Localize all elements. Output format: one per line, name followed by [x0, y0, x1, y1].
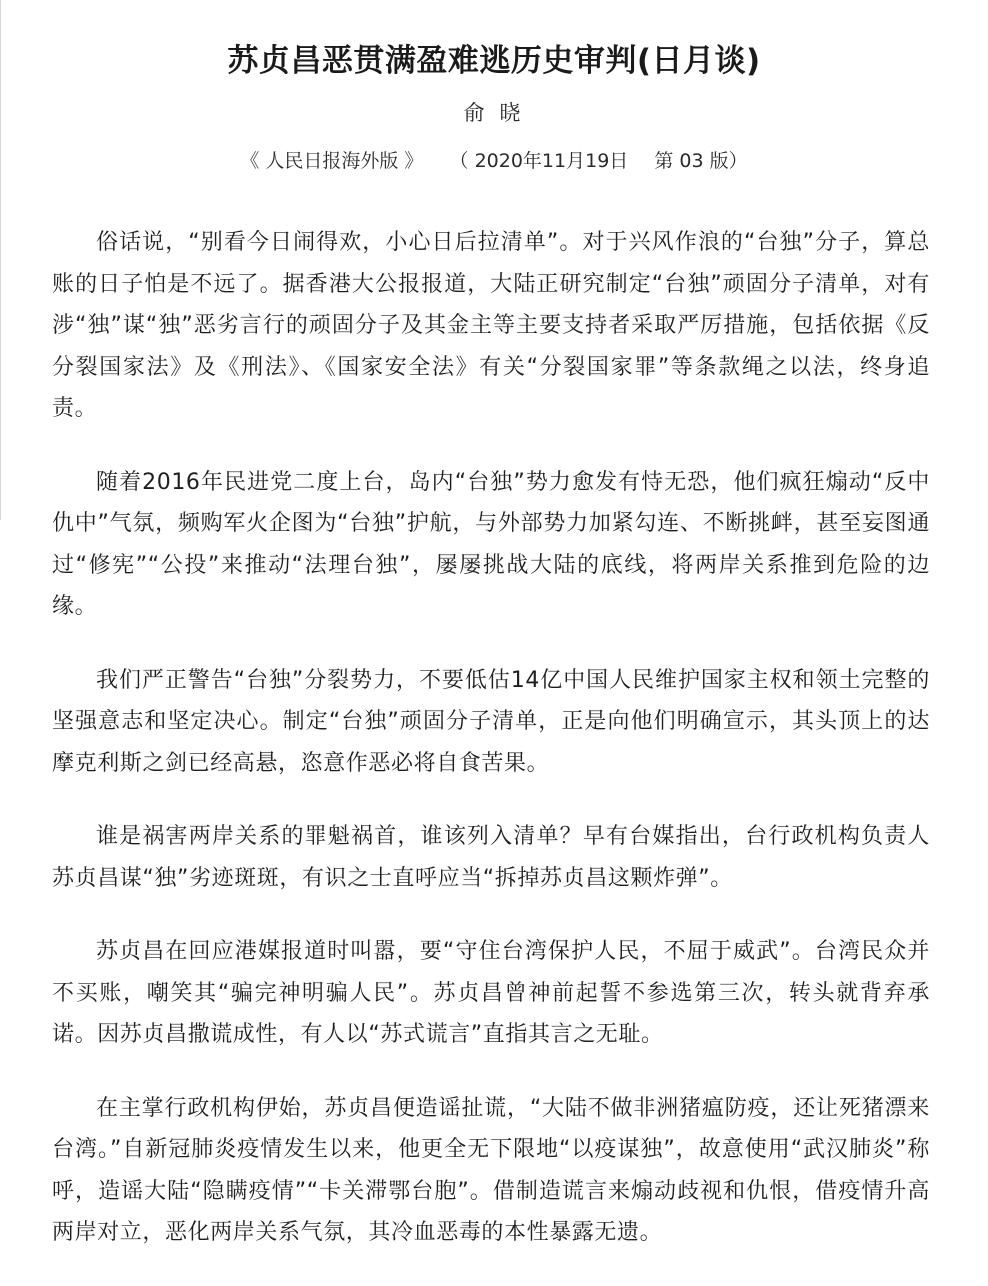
- source-page: 第 03 版）: [654, 150, 748, 172]
- article-paragraph: 苏贞昌在回应港媒报道时叫嚣，要“守住台湾保护人民，不屈于威武”。台湾民众并不买账，嘲笑其“骗完神明骗人民”。苏贞昌曾神前起誓不参选第三次，转头就背弃承诺。因苏贞昌撒谎成性，有人以“苏式谎言”直指其言之无耻。: [52, 939, 930, 1047]
- article-paragraph: 我们严正警告“台独”分裂势力，不要低估14亿中国人民维护国家主权和领土完整的坚强意志和坚定决心。制定“台独”顽固分子清单，正是向他们明确宣示，其头顶上的达摩克利斯之剑已经高悬，恣意作恶必将自食苦果。: [52, 667, 930, 776]
- source-publication: 《 人民日报海外版 》: [240, 150, 424, 172]
- source-date: （ 2020年11月19日: [449, 150, 629, 172]
- article-paragraph: 在主掌行政机构伊始，苏贞昌便造谣扯谎，“大陆不做非洲猪瘟防疫，还让死猪漂来台湾。”自新冠肺炎疫情发生以来，他更全无下限地“以疫谋独”，故意使用“武汉肺炎”称呼，造谣大陆“隐瞒疫情”“卡关滞鄂台胞”。借制造谎言来煽动歧视和仇恨，借疫情升高两岸对立，恶化两岸关系气氛，其冷血恶毒的本性暴露无遗。: [52, 1095, 930, 1245]
- article-source: [0, 146, 988, 173]
- article-title: 苏贞昌恶贯满盈难逃历史审判(日月谈): [227, 42, 761, 79]
- article-paragraph: 谁是祸害两岸关系的罪魁祸首，谁该列入清单？早有台媒指出，台行政机构负责人苏贞昌谋“独”劣迹斑斑，有识之士直呼应当“拆掉苏贞昌这颗炸弹”。: [52, 824, 930, 891]
- article-paragraph: 随着2016年民进党二度上台，岛内“台独”势力愈发有恃无恐，他们疯狂煽动“反中仇中”气氛，频购军火企图为“台独”护航，与外部势力加紧勾连、不断挑衅，甚至妄图通过“修宪”“公投”来推动“法理台独”，屡屡挑战大陆的底线，将两岸关系推到危险的边缘。: [52, 469, 930, 619]
- article-author: 俞 晓: [463, 101, 525, 125]
- article-paragraph: 俗话说，“别看今日闹得欢，小心日后拉清单”。对于兴风作浪的“台独”分子，算总账的日子怕是不远了。据香港大公报报道，大陆正研究制定“台独”顽固分子清单，对有涉“独”谋“独”恶劣言行的顽固分子及其金主等主要支持者采取严厉措施，包括依据《反分裂国家法》及《刑法》、《国家安全法》有关“分裂国家罪”等条款绳之以法，终身追责。: [52, 230, 930, 421]
- article-body: [52, 222, 930, 1286]
